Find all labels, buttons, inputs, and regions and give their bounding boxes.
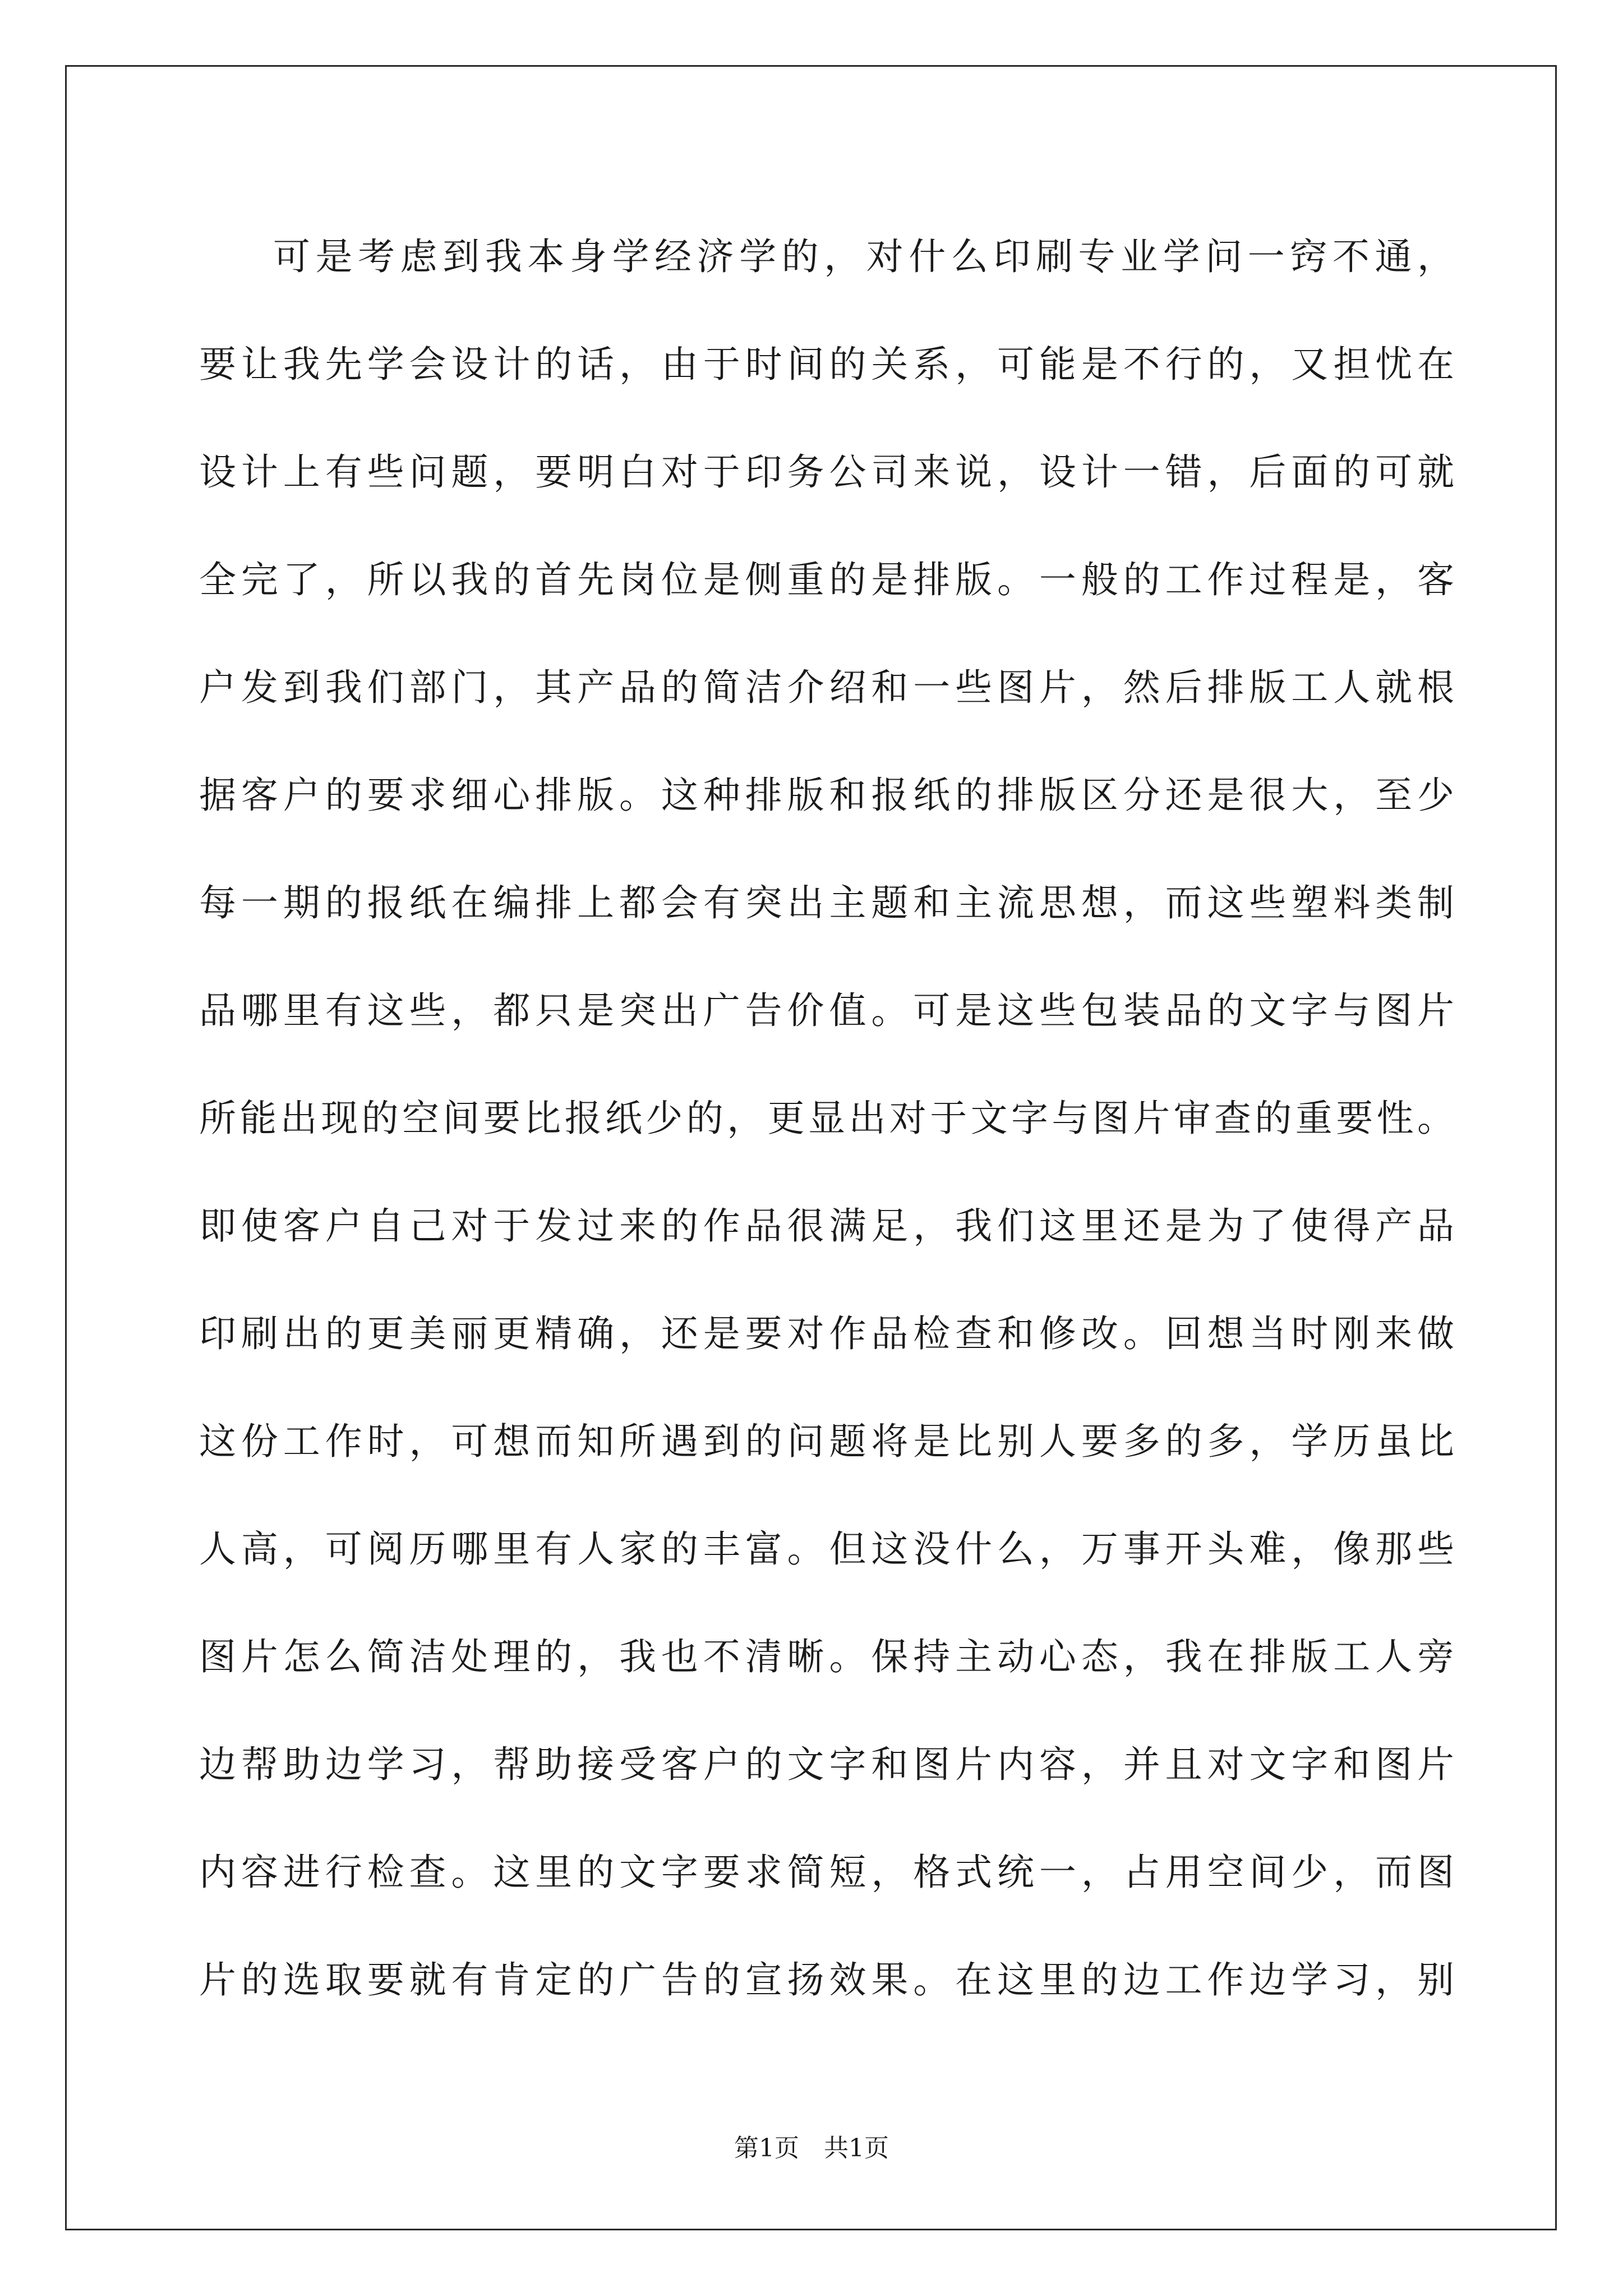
text-line-7: 每一期的报纸在编排上都会有突出主题和主流思想，而这些塑料类制 bbox=[199, 881, 1455, 924]
text-line-1: 可是考虑到我本身学经济学的，对什么印刷专业学问一窍不通， bbox=[273, 235, 1455, 278]
text-line-4: 全完了，所以我的首先岗位是侧重的是排版。一般的工作过程是，客 bbox=[199, 558, 1455, 601]
text-line-6: 据客户的要求细心排版。这种排版和报纸的排版区分还是很大，至少 bbox=[199, 774, 1455, 817]
text-line-14: 图片怎么简洁处理的，我也不清晰。保持主动心态，我在排版工人旁 bbox=[199, 1635, 1455, 1678]
text-line-5: 户发到我们部门，其产品的简洁介绍和一些图片，然后排版工人就根 bbox=[199, 666, 1455, 709]
text-line-3: 设计上有些问题，要明白对于印务公司来说，设计一错，后面的可就 bbox=[199, 450, 1455, 494]
text-line-10: 即使客户自己对于发过来的作品很满足，我们这里还是为了使得产品 bbox=[199, 1204, 1455, 1248]
body-paragraph bbox=[199, 203, 1455, 2034]
text-line-15: 边帮助边学习，帮助接受客户的文字和图片内容，并且对文字和图片 bbox=[199, 1743, 1455, 1786]
text-line-11: 印刷出的更美丽更精确，还是要对作品检查和修改。回想当时刚来做 bbox=[199, 1312, 1455, 1355]
text-line-17: 片的选取要就有肯定的广告的宣扬效果。在这里的边工作边学习，别 bbox=[199, 1958, 1455, 2001]
text-line-12: 这份工作时，可想而知所遇到的问题将是比别人要多的多，学历虽比 bbox=[199, 1420, 1455, 1463]
text-line-2: 要让我先学会设计的话，由于时间的关系，可能是不行的，又担忧在 bbox=[199, 343, 1455, 386]
text-line-8: 品哪里有这些，都只是突出广告价值。可是这些包装品的文字与图片 bbox=[199, 989, 1455, 1032]
text-line-9: 所能出现的空间要比报纸少的，更显出对于文字与图片审查的重要性。 bbox=[199, 1097, 1455, 1140]
page-number-footer: 第1页 共1页 bbox=[734, 2134, 889, 2162]
text-line-13: 人高，可阅历哪里有人家的丰富。但这没什么，万事开头难，像那些 bbox=[199, 1527, 1455, 1571]
text-line-16: 内容进行检查。这里的文字要求简短，格式统一，占用空间少，而图 bbox=[199, 1851, 1455, 1894]
